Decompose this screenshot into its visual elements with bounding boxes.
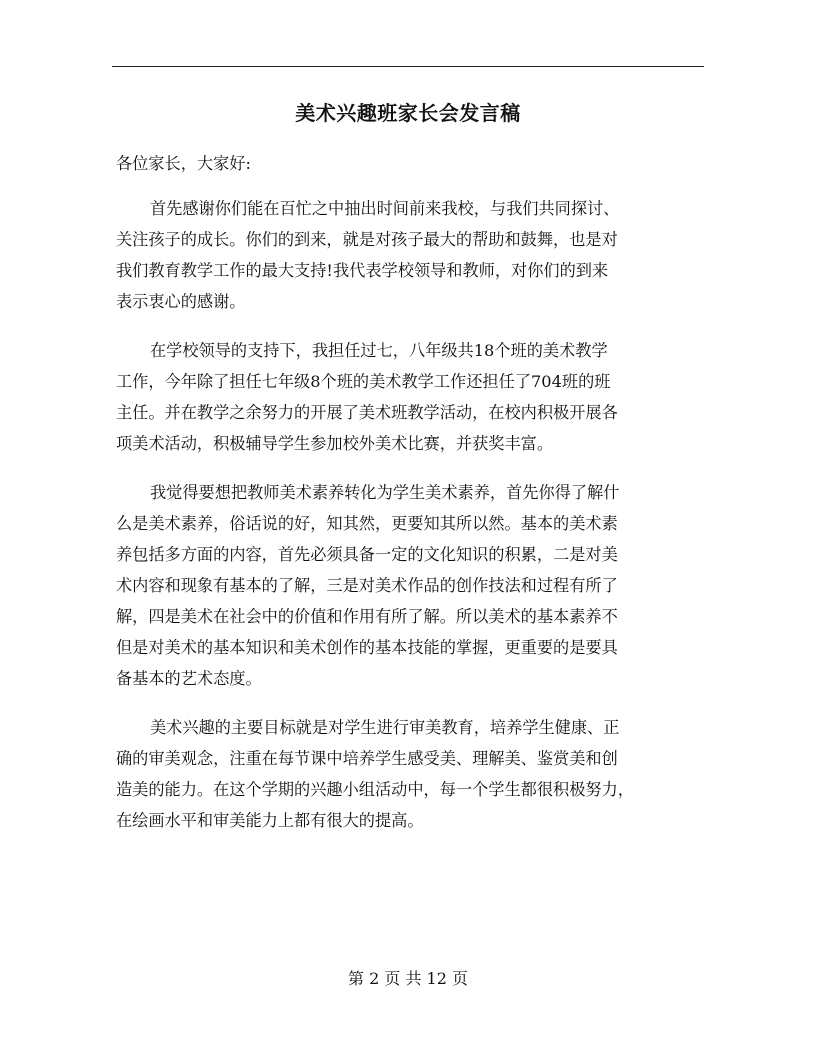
greeting xyxy=(116,148,708,179)
text-line: 在学校领导的支持下，我担任过七，八年级共18个班的美术教学 xyxy=(150,341,608,360)
text-line: 关注孩子的成长。你们的到来，就是对孩子最大的帮助和鼓舞，也是对 xyxy=(116,230,618,249)
greeting-line: 各位家长，大家好: xyxy=(116,154,251,173)
text-line: 么是美术素养，俗话说的好，知其然，更要知其所以然。基本的美术素 xyxy=(116,514,618,533)
text-line: 工作，今年除了担任七年级8个班的美术教学工作还担任了704班的班 xyxy=(116,372,611,391)
text-line: 在绘画水平和审美能力上都有很大的提高。 xyxy=(116,811,424,830)
paragraph-4 xyxy=(116,712,708,836)
document-body xyxy=(116,148,708,854)
text-line: 养包括多方面的内容，首先必须具备一定的文化知识的积累，二是对美 xyxy=(116,545,618,564)
text-line: 我们教育教学工作的最大支持!我代表学校领导和教师，对你们的到来 xyxy=(116,261,609,280)
text-line: 我觉得要想把教师美术素养转化为学生美术素养，首先你得了解什 xyxy=(150,483,620,502)
paragraph-1 xyxy=(116,193,708,317)
text-line: 确的审美观念，注重在每节课中培养学生感受美、理解美、鉴赏美和创 xyxy=(116,749,618,768)
document-title: 美术兴趣班家长会发言稿 xyxy=(295,101,521,125)
text-line: 造美的能力。在这个学期的兴趣小组活动中，每一个学生都很积极努力， xyxy=(116,780,634,799)
header-rule xyxy=(112,66,704,67)
text-line: 主任。并在教学之余努力的开展了美术班教学活动，在校内积极开展各 xyxy=(116,403,618,422)
page-number: 第 2 页 共 12 页 xyxy=(348,969,468,988)
text-line: 美术兴趣的主要目标就是对学生进行审美教育，培养学生健康、正 xyxy=(150,718,620,737)
paragraph-3 xyxy=(116,477,708,694)
text-line: 首先感谢你们能在百忙之中抽出时间前来我校，与我们共同探讨、 xyxy=(150,199,620,218)
text-line: 表示衷心的感谢。 xyxy=(116,292,246,311)
paragraph-2 xyxy=(116,335,708,459)
text-line: 术内容和现象有基本的了解，三是对美术作品的创作技法和过程有所了 xyxy=(116,576,618,595)
text-line: 但是对美术的基本知识和美术创作的基本技能的掌握，更重要的是要具 xyxy=(116,638,618,657)
text-line: 解，四是美术在社会中的价值和作用有所了解。所以美术的基本素养不 xyxy=(116,607,618,626)
text-line: 项美术活动，积极辅导学生参加校外美术比赛，并获奖丰富。 xyxy=(116,434,554,453)
text-line: 备基本的艺术态度。 xyxy=(116,669,262,688)
